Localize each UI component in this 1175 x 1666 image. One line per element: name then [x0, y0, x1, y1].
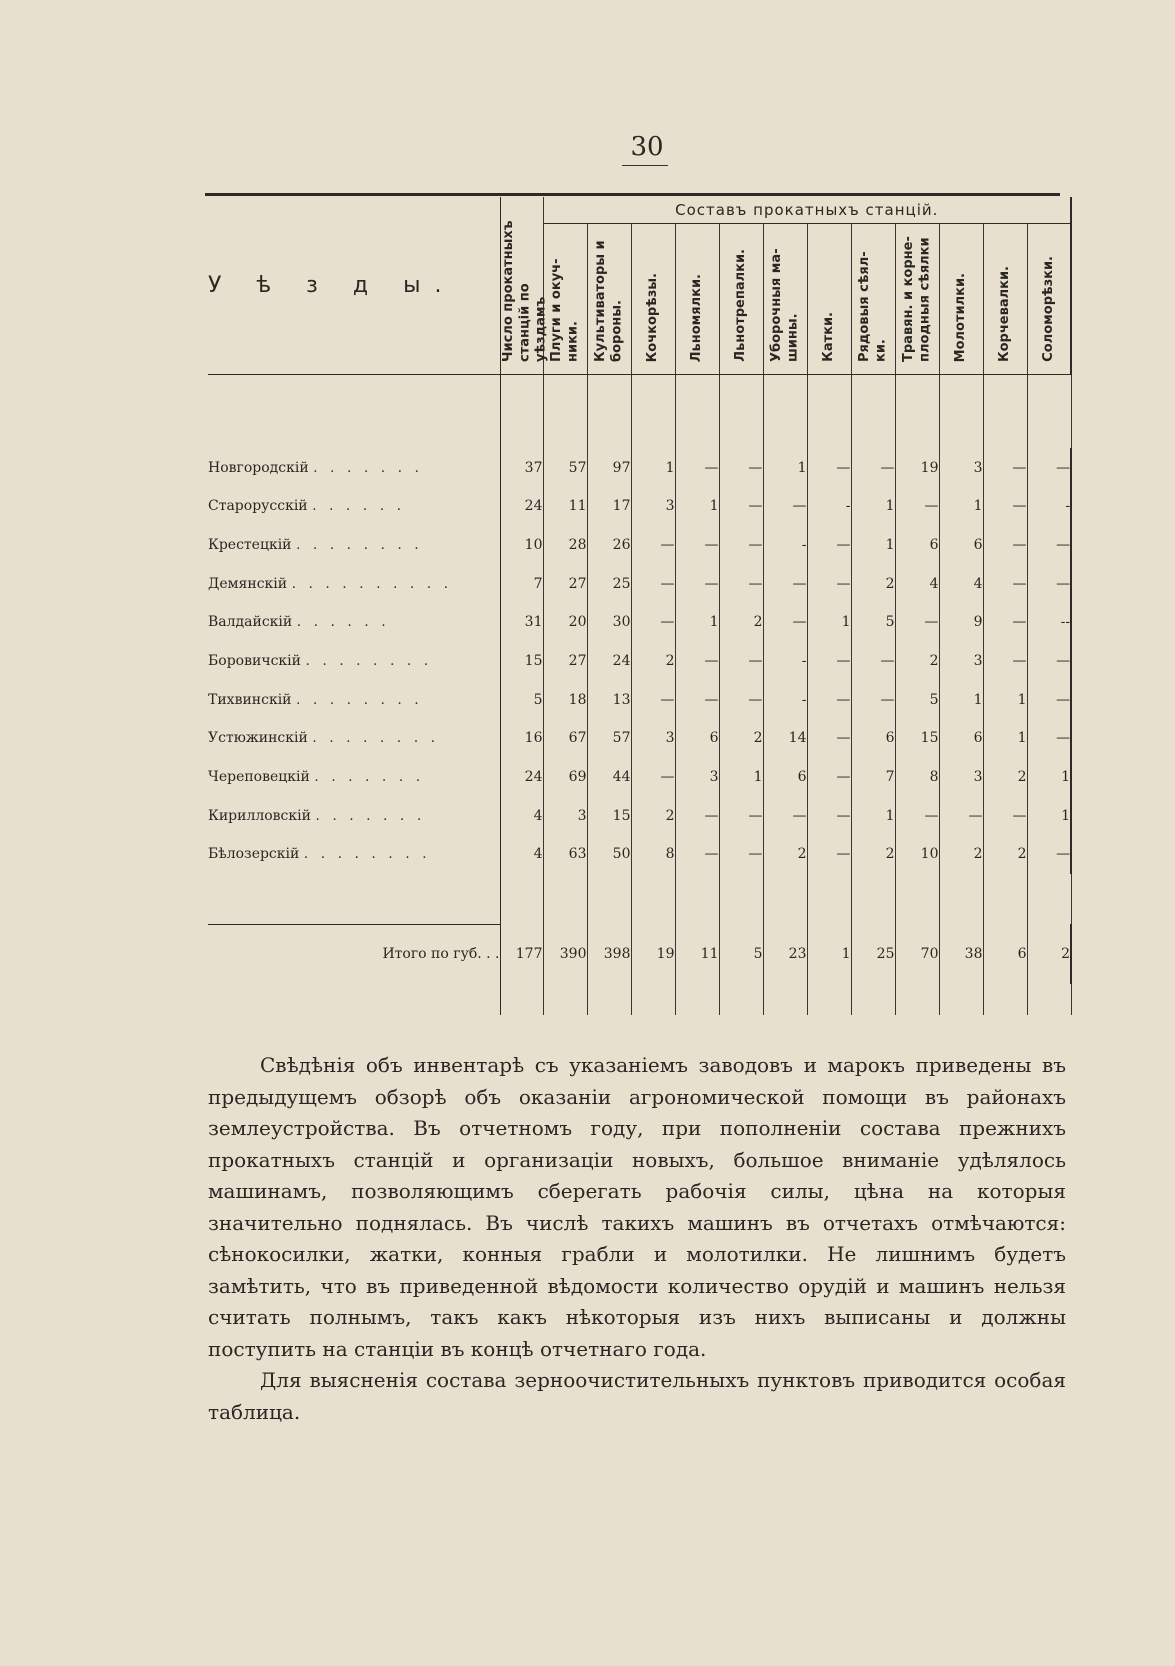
- table-cell: 4: [939, 564, 983, 603]
- table-cell: —: [1027, 448, 1071, 487]
- uezd-name: Боровичскій: [208, 653, 301, 669]
- table-cell: —: [675, 526, 719, 565]
- table-cell: [675, 984, 719, 1015]
- table-cell: [939, 984, 983, 1015]
- table-cell: [851, 874, 895, 925]
- table-cell: [1027, 874, 1071, 925]
- uezd-name: Новгородскій: [208, 459, 309, 476]
- uezd-name-cell: [208, 487, 500, 526]
- table-cell: —: [675, 448, 719, 487]
- table-cell: —: [983, 526, 1027, 565]
- column-header: Рядовыя сѣял- ки.: [851, 224, 895, 375]
- table-cell: [587, 984, 631, 1015]
- table-cell: —: [895, 487, 939, 526]
- table-cell: 1: [851, 526, 895, 565]
- table-cell: —: [807, 642, 851, 681]
- paragraph-inventory: Свѣдѣнія объ инвентарѣ съ указаніемъ заводовъ и марокъ приведены въ предыдущемъ обзорѣ объ оказаніи агрономической помощи въ районахъ землеустройства. Въ отчетномъ году, при пополненіи состава прежнихъ прокатныхъ станцій и организаціи новыхъ, большое вниманіе удѣлялось машинамъ, позволяющимъ сберегать рабочія силы, цѣна на которыя значительно поднялась. Въ числѣ такихъ машинъ въ отчетахъ отмѣчаются: сѣнокосилки, жатки, конныя грабли и молотилки. Не лишнимъ будетъ замѣтить, что въ приведенной вѣдомости количество орудій и машинъ нельзя считать полнымъ, такъ какъ нѣкоторыя изъ нихъ выписаны и должны поступить на станціи въ концѣ отчетнаго года.: [208, 1053, 1066, 1361]
- table-cell: —: [719, 680, 763, 719]
- table-cell: 6: [939, 719, 983, 758]
- table-cell: 19: [631, 924, 675, 983]
- table-cell: 27: [543, 642, 587, 681]
- leader-dots: . . . . . . .: [314, 769, 425, 786]
- table-gap-row: [208, 874, 1071, 925]
- station-count-cell: 37: [500, 448, 543, 487]
- table-cell: [851, 984, 895, 1015]
- table-cell: —: [1027, 526, 1071, 565]
- uezd-column-header: У ѣ з д ы.: [208, 197, 500, 375]
- table-cell: —: [939, 796, 983, 835]
- station-count-cell: [500, 874, 543, 925]
- table-cell: [631, 984, 675, 1015]
- table-cell: 30: [587, 603, 631, 642]
- table-row: [208, 448, 1071, 487]
- uezd-name-cell: [208, 758, 500, 797]
- table-cell: 3: [939, 448, 983, 487]
- table-cell: 1: [983, 719, 1027, 758]
- table-cell: 14: [763, 719, 807, 758]
- leader-dots: . . . . . . . .: [312, 730, 440, 747]
- table-cell: —: [983, 564, 1027, 603]
- table-cell: 7: [851, 758, 895, 797]
- table-cell: 20: [543, 603, 587, 642]
- table-cell: —: [631, 680, 675, 719]
- table-cell: 19: [895, 448, 939, 487]
- total-label: Итого по губ. . .: [208, 924, 500, 983]
- table-cell: [543, 874, 587, 925]
- table-cell: —: [807, 835, 851, 874]
- uezd-name: Кирилловскій: [208, 807, 311, 824]
- table-cell: —: [763, 564, 807, 603]
- table-row: [208, 680, 1071, 719]
- table-cell: -: [763, 680, 807, 719]
- station-count-cell: 5: [500, 680, 543, 719]
- table-cell: —: [983, 448, 1027, 487]
- table-cell: —: [631, 564, 675, 603]
- leader-dots: . . . . . . . .: [305, 653, 433, 669]
- column-header: Льномялки.: [675, 224, 719, 375]
- table-cell: —: [675, 680, 719, 719]
- table-cell: 11: [543, 487, 587, 526]
- table-cell: 24: [587, 642, 631, 681]
- uezd-name-cell: [208, 564, 500, 603]
- station-count-cell: 24: [500, 487, 543, 526]
- table-cell: 3: [939, 758, 983, 797]
- column-header: Культиваторы и бороны.: [587, 224, 631, 375]
- table-cell: —: [1027, 642, 1071, 681]
- table-cell: 5: [895, 680, 939, 719]
- table-cell: 2: [939, 835, 983, 874]
- table-cell: —: [807, 796, 851, 835]
- station-count-cell: [500, 984, 543, 1015]
- table-cell: [895, 874, 939, 925]
- table-cell: [719, 984, 763, 1015]
- table-cell: [1027, 984, 1071, 1015]
- table-cell: 97: [587, 448, 631, 487]
- page-number: 30: [630, 132, 664, 162]
- column-header: Травян. и корне- плодныя сѣялки: [895, 224, 939, 375]
- table-row: [208, 564, 1071, 603]
- uezd-name-cell: [208, 719, 500, 758]
- table-cell: 27: [543, 564, 587, 603]
- column-header: Уборочныя ма- шины.: [763, 224, 807, 375]
- table-cell: —: [763, 487, 807, 526]
- column-header: Катки.: [807, 224, 851, 375]
- uezd-name: Крестецкій: [208, 536, 292, 553]
- table-row: [208, 796, 1071, 835]
- table-cell: —: [719, 835, 763, 874]
- table-cell: 57: [543, 448, 587, 487]
- column-header: Плуги и окуч- ники.: [543, 224, 587, 375]
- table-cell: 2: [631, 796, 675, 835]
- table-cell: —: [983, 796, 1027, 835]
- table-cell: [895, 984, 939, 1015]
- table-cell: —: [895, 603, 939, 642]
- table-cell: 2: [631, 642, 675, 681]
- table-cell: —: [851, 448, 895, 487]
- table-cell: 3: [939, 642, 983, 681]
- table-cell: 6: [983, 924, 1027, 983]
- table-cell: —: [851, 680, 895, 719]
- table-cell: 390: [543, 924, 587, 983]
- uezd-name-cell: [208, 835, 500, 874]
- table-cell: [939, 874, 983, 925]
- table-cell: 1: [675, 487, 719, 526]
- table-cell: 6: [763, 758, 807, 797]
- table-cell: —: [719, 642, 763, 681]
- table-cell: —: [1027, 564, 1071, 603]
- table-cell: 2: [719, 719, 763, 758]
- table-cell: 1: [807, 603, 851, 642]
- table-cell: —: [1027, 680, 1071, 719]
- uezd-name: Бѣлозерскій: [208, 846, 300, 863]
- table-cell: 1: [807, 924, 851, 983]
- table-cell: 1: [719, 758, 763, 797]
- table-cell: —: [851, 642, 895, 681]
- table-cell: 25: [851, 924, 895, 983]
- gap-cell: [208, 874, 500, 925]
- table-cell: 2: [983, 758, 1027, 797]
- table-cell: 2: [719, 603, 763, 642]
- table-cell: -: [1027, 487, 1071, 526]
- table-cell: —: [807, 758, 851, 797]
- table-cell: 2: [851, 835, 895, 874]
- table-cell: 6: [895, 526, 939, 565]
- table-cell: 5: [719, 924, 763, 983]
- table-cell: [983, 874, 1027, 925]
- table-cell: 1: [675, 603, 719, 642]
- table-cell: [763, 984, 807, 1015]
- table-cell: —: [807, 448, 851, 487]
- table-cell: 1: [939, 487, 983, 526]
- uezd-name: Демянскій: [208, 575, 288, 592]
- table-cell: 2: [1027, 924, 1071, 983]
- table-row: [208, 719, 1071, 758]
- uezd-name: Валдайскій: [208, 614, 293, 631]
- column-header: Соломорѣзки.: [1027, 224, 1071, 375]
- table-cell: -: [763, 526, 807, 565]
- table-cell: 44: [587, 758, 631, 797]
- table-cell: —: [675, 642, 719, 681]
- table-cell: —: [631, 526, 675, 565]
- table-cell: 2: [983, 835, 1027, 874]
- station-count-cell: 15: [500, 642, 543, 681]
- table-cell: 3: [543, 796, 587, 835]
- table-row: [208, 642, 1071, 681]
- table-cell: 1: [763, 448, 807, 487]
- leader-dots: . . . . . . .: [315, 807, 426, 824]
- column-header: Молотилки.: [939, 224, 983, 375]
- table-cell: 2: [895, 642, 939, 681]
- table-cell: [587, 874, 631, 925]
- uezd-name-cell: [208, 680, 500, 719]
- table-cell: —: [763, 796, 807, 835]
- table-cell: [631, 874, 675, 925]
- table-cell: —: [807, 526, 851, 565]
- table-cell: 6: [675, 719, 719, 758]
- table-tail-row: [208, 984, 1071, 1015]
- table-cell: 1: [631, 448, 675, 487]
- table-cell: 3: [631, 719, 675, 758]
- table-cell: —: [1027, 835, 1071, 874]
- table-cell: 38: [939, 924, 983, 983]
- table-cell: 8: [895, 758, 939, 797]
- table-cell: 1: [1027, 758, 1071, 797]
- table-cell: 1: [851, 796, 895, 835]
- table-cell: --: [1027, 603, 1071, 642]
- station-count-cell: 7: [500, 564, 543, 603]
- table-cell: 15: [895, 719, 939, 758]
- table-cell: 17: [587, 487, 631, 526]
- rental-stations-table: [208, 197, 1072, 1015]
- table-cell: [763, 874, 807, 925]
- leader-dots: . . . . . . . .: [295, 691, 423, 708]
- table-cell: 1: [851, 487, 895, 526]
- table-cell: 28: [543, 526, 587, 565]
- station-count-cell: 177: [500, 924, 543, 983]
- table-cell: 23: [763, 924, 807, 983]
- table-cell: 18: [543, 680, 587, 719]
- table-cell: —: [807, 719, 851, 758]
- leader-dots: . . . . . . .: [313, 459, 424, 476]
- table-row: [208, 487, 1071, 526]
- station-count-header: Число прокатныхъ станцій по уѣздамъ: [500, 197, 543, 375]
- uezd-name-cell: [208, 642, 500, 681]
- table-cell: [543, 984, 587, 1015]
- table-cell: —: [719, 487, 763, 526]
- uezd-name: Устюжинскій: [208, 730, 308, 747]
- station-count-cell: 16: [500, 719, 543, 758]
- station-count-cell: 4: [500, 796, 543, 835]
- leader-dots: . . . . . . . .: [303, 846, 431, 863]
- table-cell: —: [675, 796, 719, 835]
- table-cell: —: [807, 680, 851, 719]
- table-cell: 25: [587, 564, 631, 603]
- table-cell: —: [895, 796, 939, 835]
- uezd-name-cell: [208, 603, 500, 642]
- table-cell: -: [763, 642, 807, 681]
- table-cell: 70: [895, 924, 939, 983]
- station-count-cell: 24: [500, 758, 543, 797]
- table-cell: —: [719, 796, 763, 835]
- table-cell: -: [807, 487, 851, 526]
- uezd-name: Тихвинскій: [208, 691, 292, 708]
- table-cell: —: [983, 487, 1027, 526]
- tail-cell: [208, 984, 500, 1015]
- table-row: [208, 526, 1071, 565]
- column-header: Корчевалки.: [983, 224, 1027, 375]
- table-cell: 57: [587, 719, 631, 758]
- station-count-cell: 4: [500, 835, 543, 874]
- uezd-name: Череповецкій: [208, 769, 310, 786]
- column-header: Льнотрепалки.: [719, 224, 763, 375]
- table-cell: 1: [1027, 796, 1071, 835]
- table-cell: —: [719, 448, 763, 487]
- table-cell: 1: [983, 680, 1027, 719]
- table-cell: —: [675, 564, 719, 603]
- body-text: [208, 1050, 1066, 1428]
- table-cell: 50: [587, 835, 631, 874]
- page-number-underline: [622, 165, 668, 166]
- uezd-name-cell: [208, 448, 500, 487]
- table-cell: 26: [587, 526, 631, 565]
- table-cell: 3: [675, 758, 719, 797]
- table-cell: —: [983, 642, 1027, 681]
- table-row: [208, 603, 1071, 642]
- leader-dots: . . . . . . . . . .: [291, 575, 453, 592]
- uezd-name: Старорусскій: [208, 498, 308, 515]
- table-cell: 3: [631, 487, 675, 526]
- table-row: [208, 835, 1071, 874]
- table-cell: 398: [587, 924, 631, 983]
- table-cell: 15: [587, 796, 631, 835]
- table-cell: 67: [543, 719, 587, 758]
- table-cell: —: [631, 603, 675, 642]
- table-cell: —: [719, 526, 763, 565]
- uezd-name-cell: [208, 796, 500, 835]
- table-top-rule: [205, 193, 1060, 196]
- leader-dots: . . . . . .: [296, 614, 390, 631]
- table-cell: —: [631, 758, 675, 797]
- table-cell: —: [675, 835, 719, 874]
- table-cell: 1: [939, 680, 983, 719]
- table-cell: [719, 874, 763, 925]
- table-spacer-row: [208, 375, 1071, 449]
- table-cell: 2: [763, 835, 807, 874]
- table-cell: —: [807, 564, 851, 603]
- table-cell: 8: [631, 835, 675, 874]
- table-cell: 6: [939, 526, 983, 565]
- paragraph-grain-cleaning: Для выясненія состава зерноочистительныхъ пунктовъ приводится особая таблица.: [208, 1368, 1066, 1424]
- table-cell: 11: [675, 924, 719, 983]
- table-cell: [983, 984, 1027, 1015]
- table-cell: [807, 984, 851, 1015]
- station-count-cell: 10: [500, 526, 543, 565]
- total-row: [208, 924, 1071, 983]
- station-count-cell: 31: [500, 603, 543, 642]
- column-header: Кочкорѣзы.: [631, 224, 675, 375]
- table-cell: —: [1027, 719, 1071, 758]
- table-row: [208, 758, 1071, 797]
- table-cell: 69: [543, 758, 587, 797]
- table-cell: —: [719, 564, 763, 603]
- table-cell: 13: [587, 680, 631, 719]
- table-cell: 2: [851, 564, 895, 603]
- leader-dots: . . . . . . . .: [295, 536, 423, 553]
- composition-group-header: Составъ прокатныхъ станцій.: [543, 197, 1071, 224]
- table-cell: 6: [851, 719, 895, 758]
- table-cell: [675, 874, 719, 925]
- uezd-name-cell: [208, 526, 500, 565]
- leader-dots: . . . . . .: [312, 498, 406, 515]
- table-cell: —: [983, 603, 1027, 642]
- table-cell: 10: [895, 835, 939, 874]
- table-cell: 5: [851, 603, 895, 642]
- table-cell: 9: [939, 603, 983, 642]
- table-cell: —: [763, 603, 807, 642]
- table-cell: 4: [895, 564, 939, 603]
- table-cell: 63: [543, 835, 587, 874]
- table-cell: [807, 874, 851, 925]
